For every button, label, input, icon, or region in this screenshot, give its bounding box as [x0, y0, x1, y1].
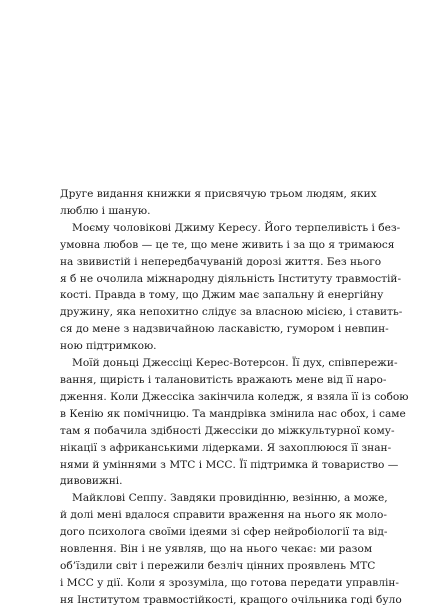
text-line: нікації з африканськими лідерками. Я захоплююся її знан- [60, 441, 392, 454]
paragraph-michael [60, 490, 402, 608]
text-line: Друге видання книжки я присвячую трьом людям, яких [60, 188, 377, 200]
text-line: вання, щирість і талановитість вражають мене від її наро- [60, 373, 387, 386]
text-line: на звивистій і непередбачуваній дорозі життя. Без нього [60, 255, 382, 268]
text-line: дого психолога своїми ідеями зі сфер нейробіології та від- [60, 526, 388, 539]
paragraph-husband [60, 220, 403, 355]
text-line: ня Інститутом травмостійкості, кращого очільника годі було [60, 593, 402, 606]
text-line: умовна любов — це те, що мене живить і за що я тримаюся [60, 238, 395, 251]
text-line: новлення. Він і не уявляв, що на нього чекає: ми разом [60, 543, 373, 556]
text-line: Майклові Сеппу. Завдяки провидінню, везінню, а може, [72, 492, 388, 505]
text-line: дружину, яка непохитно слідує за власною місією, і ставить- [60, 306, 403, 319]
text-line: ною підтримкою. [60, 340, 157, 353]
paragraph-intro [60, 186, 377, 220]
text-line: Моєму чоловікові Джиму Кересу. Його терпеливість і без- [72, 221, 401, 234]
text-line: дження. Коли Джессіка закінчила коледж, я взяла її із собою [60, 390, 409, 403]
dedication-text [60, 186, 409, 609]
text-line: об’їздили світ і пережили безліч цінних проявлень МТС [60, 559, 376, 572]
text-line: там я побачила здібності Джессіки до міжкультурної кому- [60, 424, 395, 437]
text-line: Моїй доньці Джессіці Керес-Вотерсон. Її дух, співпережи- [72, 357, 398, 370]
paragraph-daughter [60, 355, 409, 490]
text-line: і МСС у дії. Коли я зрозуміла, що готова передати управлін- [60, 576, 399, 589]
text-line: кості. Правда в тому, що Джим має запальну й енергійну [60, 289, 384, 302]
text-line: я б не очолила міжнародну діяльність Інституту травмостій- [60, 272, 402, 285]
text-line: в Кенію як помічницю. Та мандрівка змінила нас обох, і саме [60, 407, 406, 420]
text-line: дивовижні. [60, 475, 123, 488]
text-line: ся до мене з надзвичайною ласкавістю, гумором і невпин- [60, 323, 389, 336]
text-line: нями й уміннями з МТС і МСС. Її підтримка й товариство — [60, 458, 399, 471]
text-line: люблю і шаную. [60, 204, 151, 217]
text-line: й долі мені вдалося справити враження на нього як моло- [60, 509, 387, 522]
